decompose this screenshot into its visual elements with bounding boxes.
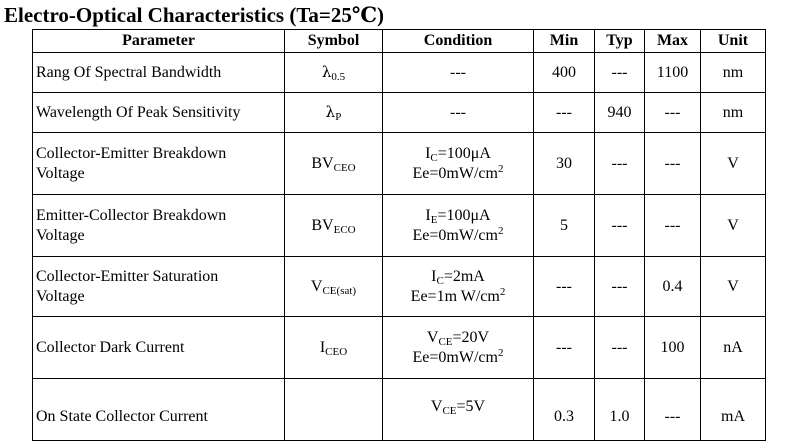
unit-cell: V xyxy=(701,257,766,317)
typ-cell: --- xyxy=(595,195,645,257)
table-row xyxy=(33,53,766,93)
section-title: Electro-Optical Characteristics (Ta=25℃) xyxy=(4,3,385,27)
typ-cell: --- xyxy=(595,133,645,195)
symbol-cell: $V_{CE(sat)}$ xyxy=(285,257,383,317)
condition-cell: $I_E=100\mu A$ $Ee=0mW/cm^2$ xyxy=(383,195,534,257)
unit-cell: V xyxy=(701,133,766,195)
min-cell: --- xyxy=(534,257,595,317)
header-row xyxy=(33,30,766,53)
condition-cell: $I_C=100\mu A$ $Ee=0mW/cm^2$ xyxy=(383,133,534,195)
condition-cell: --- xyxy=(383,93,534,133)
symbol-cell: $\lambda_{0.5}$ xyxy=(285,53,383,93)
typ-cell: --- xyxy=(595,257,645,317)
min-cell: 400 xyxy=(534,53,595,93)
table-row xyxy=(33,317,766,379)
symbol-cell: $BV_{CEO}$ xyxy=(285,133,383,195)
max-cell: 100 xyxy=(645,317,701,379)
parameter-cell: Rang Of Spectral Bandwidth xyxy=(33,53,285,93)
unit-cell: nm xyxy=(701,53,766,93)
max-cell: --- xyxy=(645,379,701,441)
table-row xyxy=(33,257,766,317)
header-min: Min xyxy=(534,30,595,53)
symbol-cell: $\lambda_P$ xyxy=(285,93,383,133)
min-cell: 0.3 xyxy=(534,379,595,441)
characteristics-table xyxy=(32,29,766,441)
parameter-cell: Emitter-Collector Breakdown Voltage xyxy=(33,195,285,257)
typ-cell: 940 xyxy=(595,93,645,133)
min-cell: 30 xyxy=(534,133,595,195)
unit-cell: nm xyxy=(701,93,766,133)
header-parameter: Parameter xyxy=(33,30,285,53)
header-symbol: Symbol xyxy=(285,30,383,53)
condition-cell: $V_{CE}=5V$ xyxy=(383,379,534,441)
max-cell: --- xyxy=(645,93,701,133)
header-condition: Condition xyxy=(383,30,534,53)
parameter-cell: Collector-Emitter Saturation Voltage xyxy=(33,257,285,317)
parameter-cell: Collector-Emitter Breakdown Voltage xyxy=(33,133,285,195)
condition-cell: $I_C=2mA$ Ee=1m $W/cm^2$ xyxy=(383,257,534,317)
max-cell: --- xyxy=(645,133,701,195)
header-unit: Unit xyxy=(701,30,766,53)
parameter-cell: Collector Dark Current xyxy=(33,317,285,379)
condition-cell: --- xyxy=(383,53,534,93)
parameter-cell: On State Collector Current xyxy=(33,379,285,441)
parameter-cell: Wavelength Of Peak Sensitivity xyxy=(33,93,285,133)
unit-cell: nA xyxy=(701,317,766,379)
min-cell: --- xyxy=(534,93,595,133)
unit-cell: V xyxy=(701,195,766,257)
symbol-cell xyxy=(285,379,383,441)
header-max: Max xyxy=(645,30,701,53)
typ-cell: 1.0 xyxy=(595,379,645,441)
min-cell: --- xyxy=(534,317,595,379)
symbol-cell: $BV_{ECO}$ xyxy=(285,195,383,257)
max-cell: 1100 xyxy=(645,53,701,93)
header-typ: Typ xyxy=(595,30,645,53)
max-cell: 0.4 xyxy=(645,257,701,317)
typ-cell: --- xyxy=(595,53,645,93)
table-row xyxy=(33,133,766,195)
unit-cell: mA xyxy=(701,379,766,441)
table-row xyxy=(33,93,766,133)
typ-cell: --- xyxy=(595,317,645,379)
min-cell: 5 xyxy=(534,195,595,257)
table-row xyxy=(33,195,766,257)
condition-cell: $V_{CE}=20V$ $Ee=0mW/cm^2$ xyxy=(383,317,534,379)
symbol-cell: $I_{CEO}$ xyxy=(285,317,383,379)
table-row xyxy=(33,379,766,441)
max-cell: --- xyxy=(645,195,701,257)
